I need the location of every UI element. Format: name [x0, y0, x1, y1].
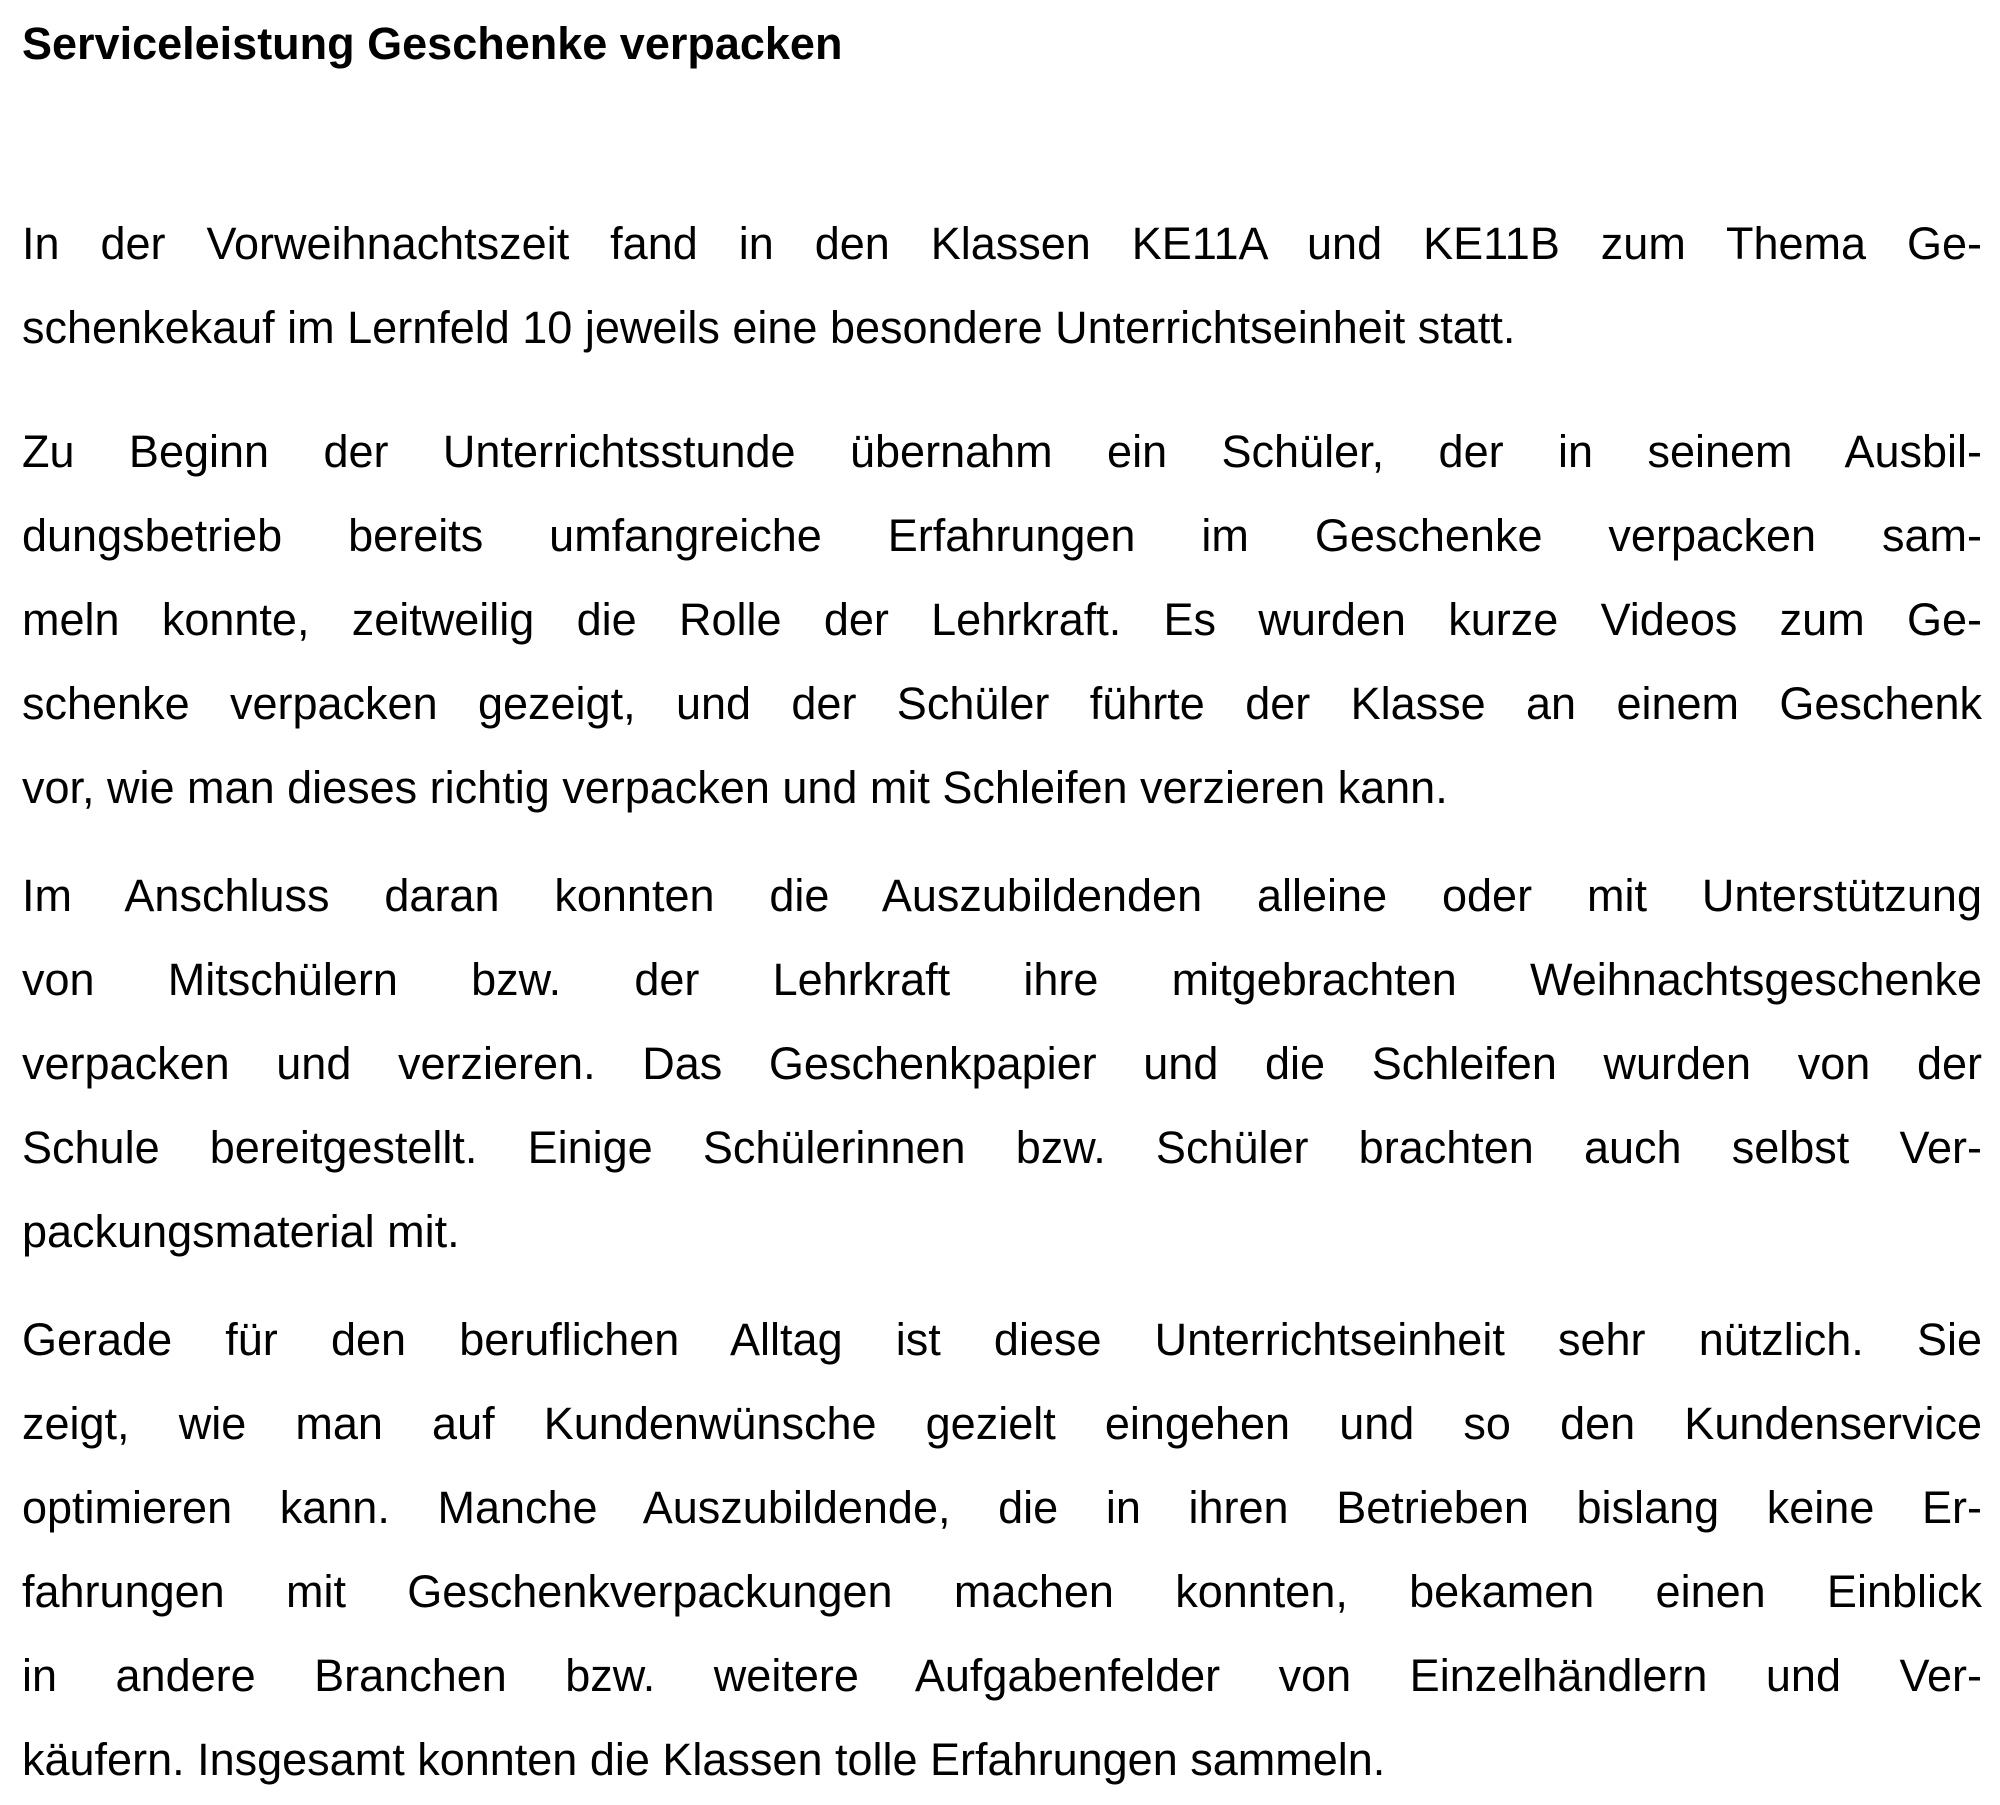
- document-title: Serviceleistung Geschenke verpacken: [22, 18, 843, 69]
- text-line: Schule bereitgestellt. Einige Schülerinnen bzw. Schüler brachten auch selbst Ver-: [22, 1122, 1982, 1173]
- text-line: schenke verpacken gezeigt, und der Schüler führte der Klasse an einem Geschenk: [22, 678, 1982, 729]
- text-line: von Mitschülern bzw. der Lehrkraft ihre mitgebrachten Weihnachtsgeschenke: [22, 954, 1982, 1005]
- paragraph-2: [22, 410, 1982, 830]
- text-line: packungsmaterial mit.: [22, 1206, 460, 1257]
- text-line: schenkekauf im Lernfeld 10 jeweils eine besondere Unterrichtseinheit statt.: [22, 302, 1516, 353]
- text-line: vor, wie man dieses richtig verpacken und mit Schleifen verzieren kann.: [22, 762, 1448, 813]
- paragraph-3: [22, 854, 1982, 1274]
- text-line: käufern. Insgesamt konnten die Klassen tolle Erfahrungen sammeln.: [22, 1734, 1386, 1785]
- text-line: Gerade für den beruflichen Alltag ist diese Unterrichtseinheit sehr nützlich. Sie: [22, 1314, 1982, 1365]
- text-line: optimieren kann. Manche Auszubildende, die in ihren Betrieben bislang keine Er-: [22, 1482, 1982, 1533]
- paragraph-1: [22, 202, 1982, 370]
- text-line: Zu Beginn der Unterrichtsstunde übernahm ein Schüler, der in seinem Ausbil-: [22, 426, 1982, 477]
- document-page: [22, 14, 1982, 1785]
- text-line: fahrungen mit Geschenkverpackungen machen konnten, bekamen einen Einblick: [22, 1566, 1982, 1617]
- text-line: meln konnte, zeitweilig die Rolle der Lehrkraft. Es wurden kurze Videos zum Ge-: [22, 594, 1982, 645]
- text-line: In der Vorweihnachtszeit fand in den Klassen KE11A und KE11B zum Thema Ge-: [22, 218, 1982, 269]
- text-line: dungsbetrieb bereits umfangreiche Erfahrungen im Geschenke verpacken sam-: [22, 510, 1982, 561]
- paragraph-4: [22, 1298, 1982, 1802]
- text-line: Im Anschluss daran konnten die Auszubildenden alleine oder mit Unterstützung: [22, 870, 1982, 921]
- text-line: zeigt, wie man auf Kundenwünsche gezielt eingehen und so den Kundenservice: [22, 1398, 1982, 1449]
- text-line: verpacken und verzieren. Das Geschenkpapier und die Schleifen wurden von der: [22, 1038, 1982, 1089]
- text-line: in andere Branchen bzw. weitere Aufgabenfelder von Einzelhändlern und Ver-: [22, 1650, 1982, 1701]
